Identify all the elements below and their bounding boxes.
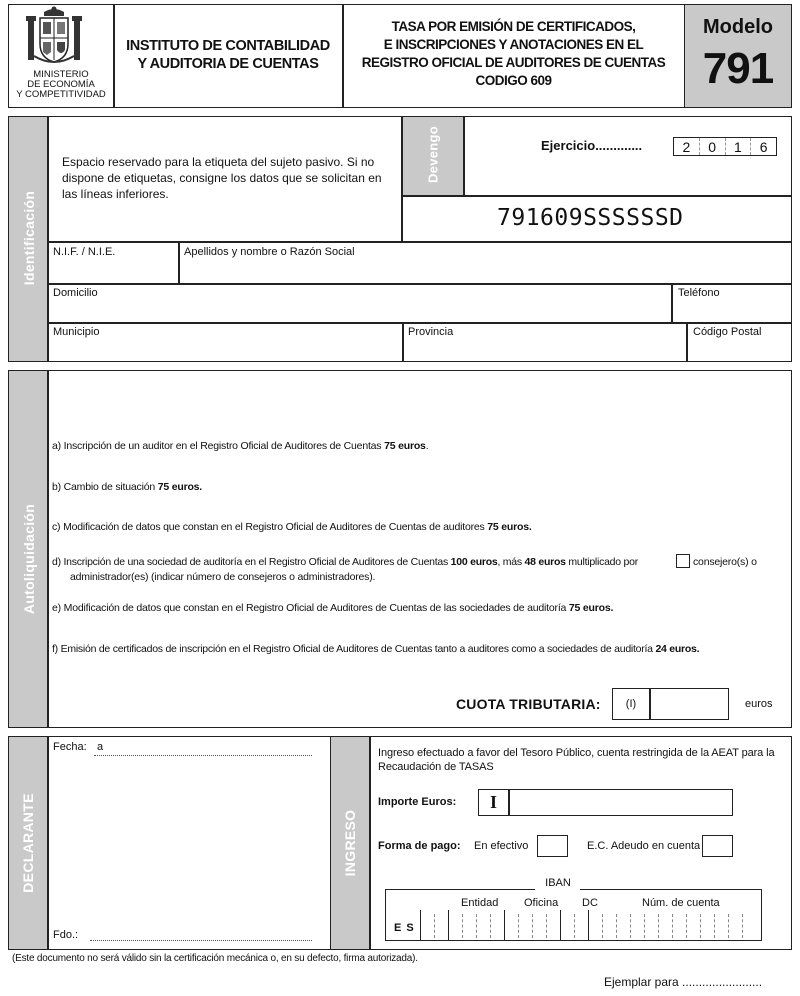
ejercicio-label: Ejercicio............. [541, 138, 643, 153]
autoliquidacion-section [8, 370, 792, 728]
ingreso-description: Ingreso efectuado a favor del Tesoro Público, cuenta restringida de la AEAT para la Recaudación de TASAS [378, 747, 775, 773]
fecha-a: a [97, 741, 104, 753]
importe-label: Importe Euros: [378, 796, 457, 808]
adeudo-checkbox[interactable] [702, 835, 733, 857]
municipio-label: Municipio [53, 326, 100, 338]
firma-field[interactable] [90, 926, 312, 941]
cuenta-label: Núm. de cuenta [642, 897, 720, 909]
ejercicio-digit: 2 [674, 138, 700, 155]
nif-label: N.I.F. / N.I.E. [53, 246, 116, 258]
ejercicio-field[interactable] [673, 137, 777, 156]
item-e: e) Modificación de datos que constan en el Registro Oficial de Auditores de Cuentas de las sociedades de auditoría 75 euros. [52, 602, 614, 614]
item-b: b) Cambio de situación 75 euros. [52, 481, 203, 493]
adeudo-label: E.C. Adeudo en cuenta [587, 840, 701, 852]
item-d: d) Inscripción de una sociedad de auditoría en el Registro Oficial de Auditores de Cuentas 100 euros, más 48 euros multiplicado por [52, 556, 638, 568]
efectivo-checkbox[interactable] [537, 835, 568, 857]
fdo-label: Fdo.: [53, 929, 79, 941]
iban-label: IBAN [545, 877, 571, 889]
devengo-label: Devengo [425, 126, 441, 184]
iban-country-code: E S [394, 922, 415, 934]
coat-of-arms-icon [26, 6, 82, 68]
autoliquidacion-label: Autoliquidación [21, 503, 37, 615]
municipio-field[interactable] [48, 323, 402, 361]
ingreso-label: INGRESO [342, 809, 358, 877]
fecha-field[interactable] [94, 741, 312, 756]
codigo-postal-label: Código Postal [693, 326, 762, 338]
item-d-tail: consejero(s) o [693, 556, 757, 568]
modelo-label: Modelo [703, 15, 773, 38]
item-f: f) Emisión de certificados de inscripción en el Registro Oficial de Auditores de Cuentas tanto a auditores como a sociedades de auditoría 24 euros. [52, 643, 700, 655]
provincia-label: Provincia [408, 326, 454, 338]
domicilio-field[interactable] [48, 284, 671, 322]
ministry-name: MINISTERIO DE ECONOMÍA Y COMPETITIVIDAD [16, 69, 106, 100]
cuota-code: (I) [625, 698, 637, 710]
importe-code: I [489, 792, 497, 812]
item-a: a) Inscripción de un auditor en el Registro Oficial de Auditores de Cuentas 75 euros. [52, 440, 429, 452]
oficina-label: Oficina [524, 897, 559, 909]
item-d-line2: administrador(es) (indicar número de consejeros o administradores). [70, 571, 376, 583]
entidad-label: Entidad [461, 897, 499, 909]
telefono-label: Teléfono [678, 287, 720, 299]
etiqueta-instructions: Espacio reservado para la etiqueta del sujeto pasivo. Si no dispone de etiquetas, consigne los datos que se solicitan en las líneas inferiores. [62, 155, 382, 201]
ejercicio-digit: 6 [759, 138, 768, 155]
identificacion-label: Identificación [21, 190, 37, 286]
dc-label: DC [582, 897, 598, 909]
domicilio-label: Domicilio [53, 287, 98, 299]
efectivo-label: En efectivo [474, 840, 529, 852]
nombre-label: Apellidos y nombre o Razón Social [184, 246, 355, 258]
cuota-unit: euros [745, 698, 773, 710]
forma-pago-label: Forma de pago: [378, 840, 461, 852]
declarante-label: DECLARANTE [20, 793, 36, 893]
fecha-label: Fecha: [53, 741, 87, 753]
item-c: c) Modificación de datos que constan en el Registro Oficial de Auditores de Cuentas de auditores 75 euros. [52, 521, 532, 533]
modelo-number: 791 [702, 44, 774, 93]
ejercicio-digit: 0 [700, 138, 726, 155]
importe-field[interactable] [478, 789, 733, 816]
ejemplar-para: Ejemplar para ........................ [604, 975, 763, 989]
cuota-label: CUOTA TRIBUTARIA: [456, 696, 601, 712]
institute-name: INSTITUTO DE CONTABILIDAD Y AUDITORIA DE CUENTAS [126, 38, 330, 72]
ejercicio-digit: 1 [726, 138, 752, 155]
form-title: TASA POR EMISIÓN DE CERTIFICADOS, E INSCRIPCIONES Y ANOTACIONES EN EL REGISTRO OFICIAL DE AUDITORES DE CUENTAS CODIGO 609 [361, 19, 666, 88]
consejeros-count-input[interactable] [676, 554, 690, 568]
validity-note: (Este documento no será válido sin la certificación mecánica o, en su defecto, firma autorizada). [12, 953, 418, 964]
barcode-text: 791609SSSSSSD [497, 205, 684, 231]
